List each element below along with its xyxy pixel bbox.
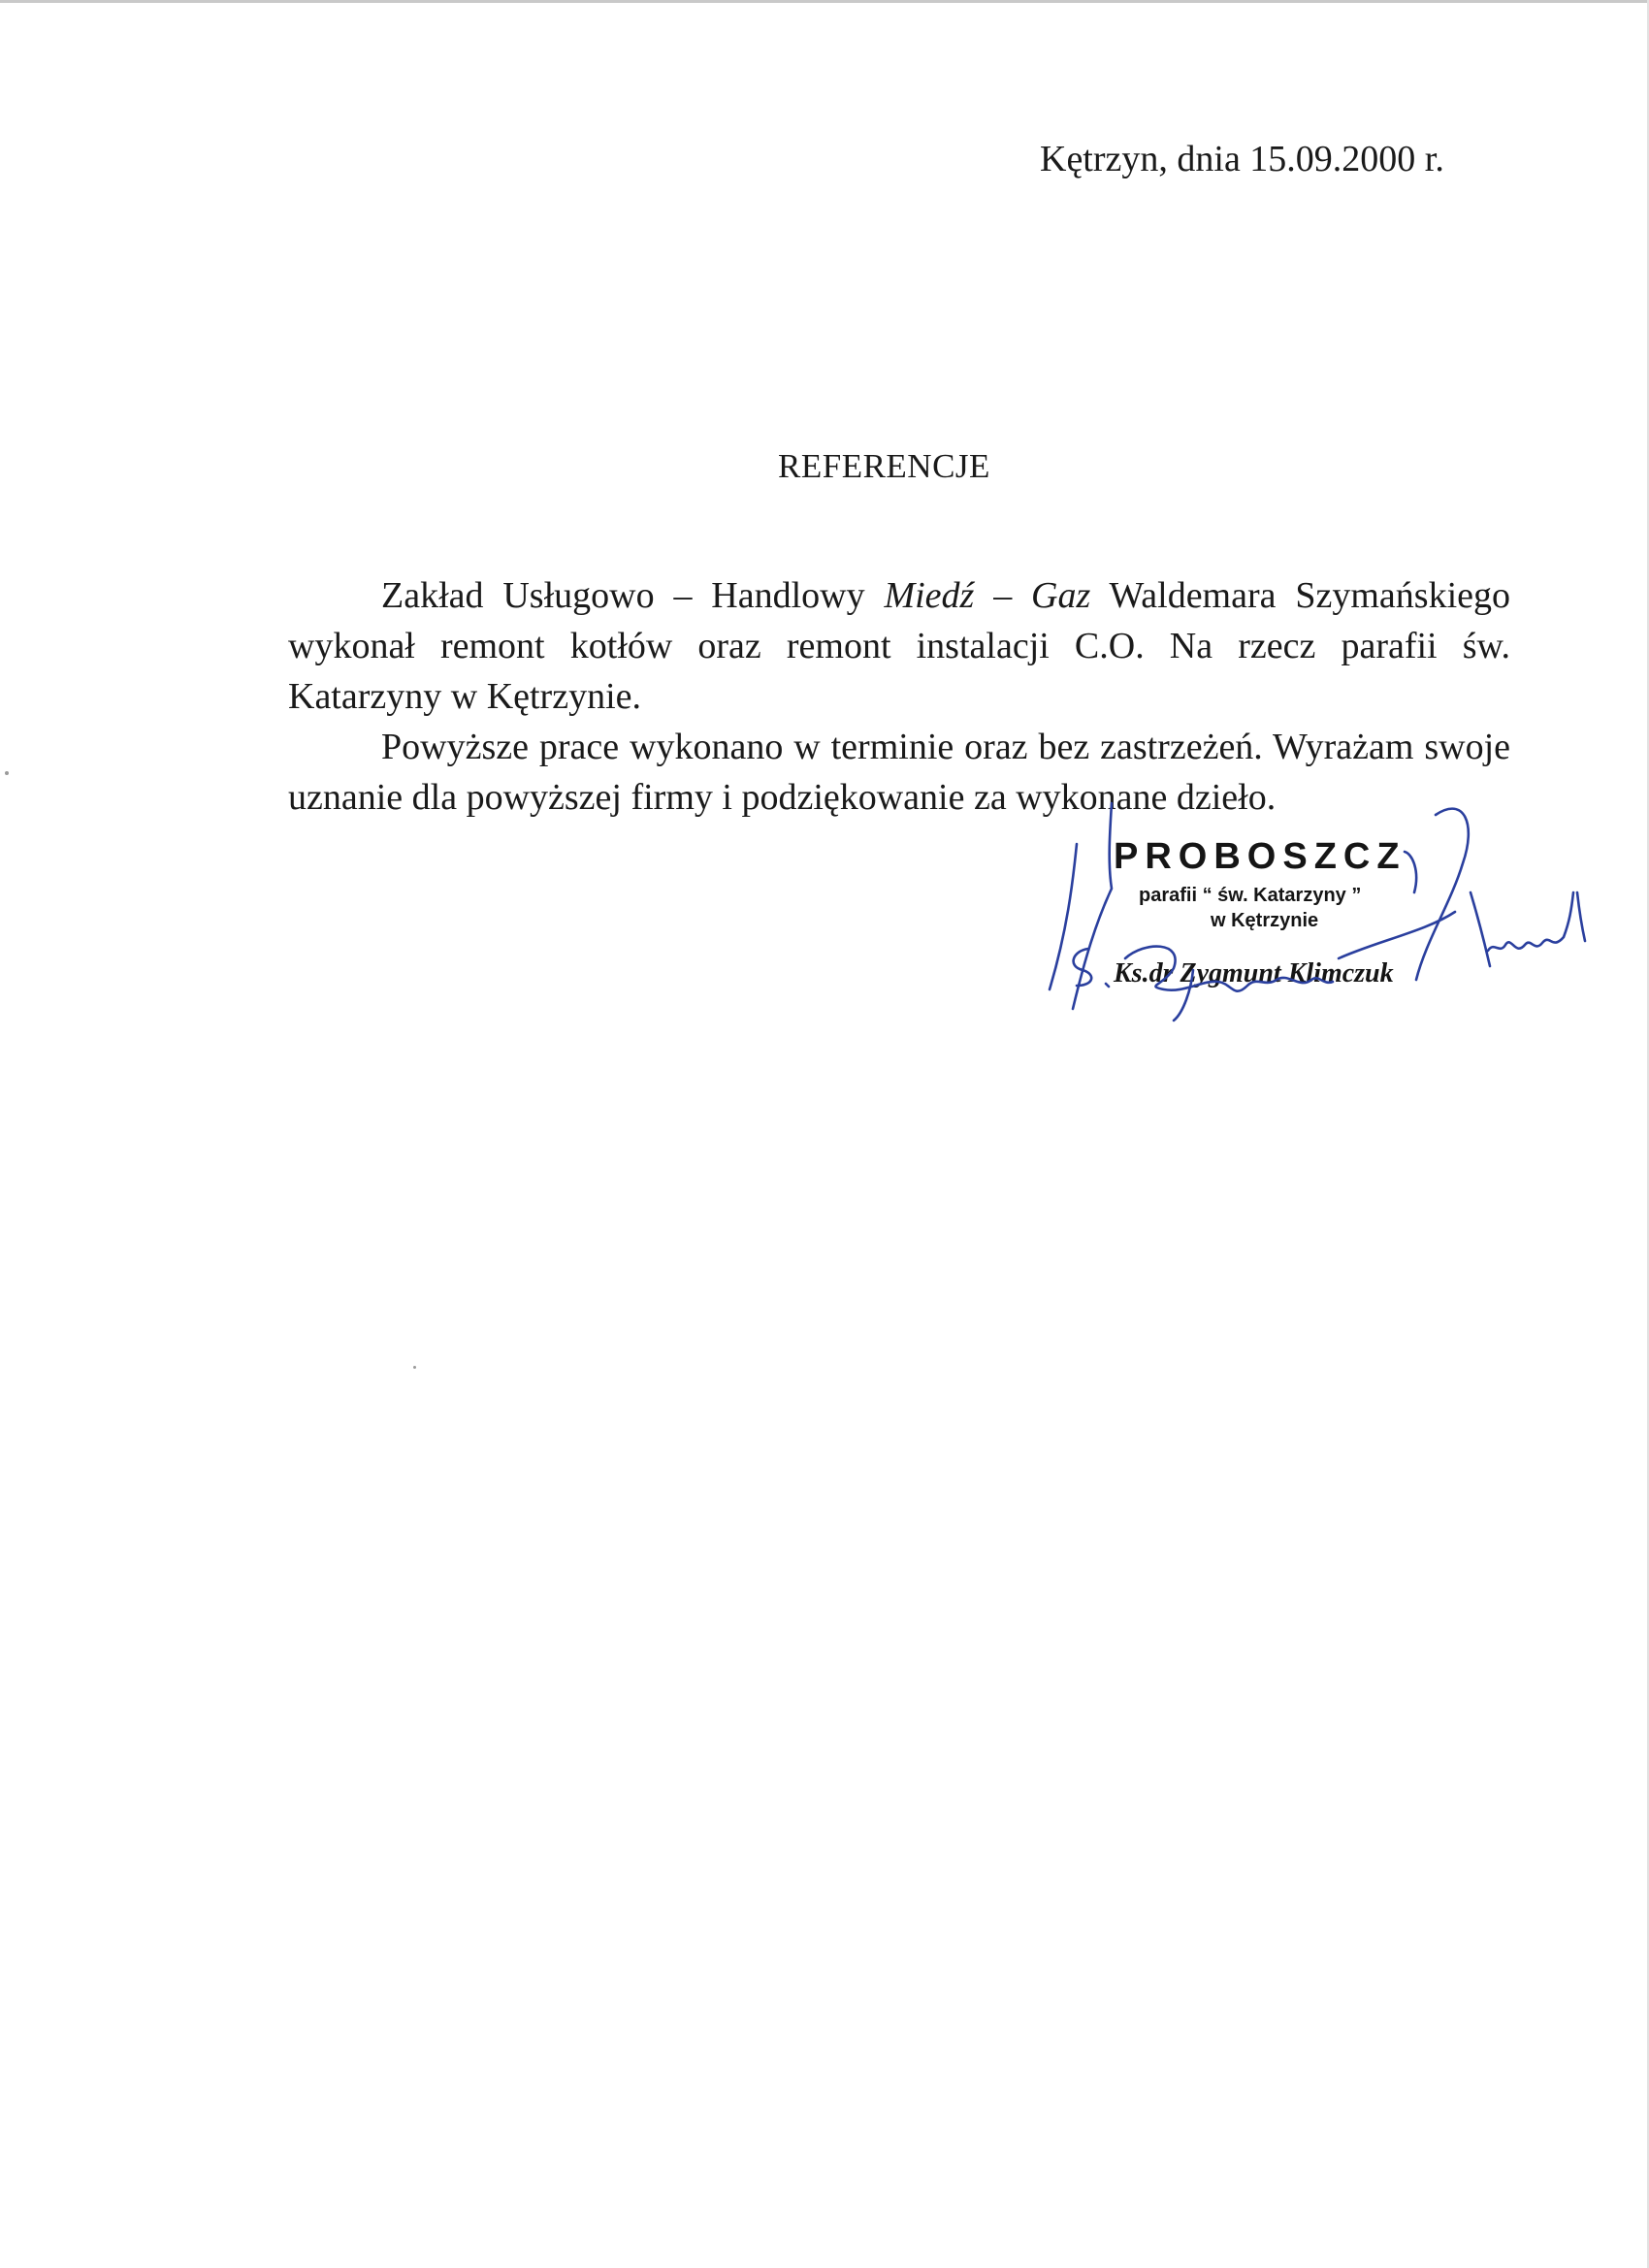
scan-speck	[5, 771, 9, 775]
signature-strokes	[1050, 803, 1585, 1021]
stamp-priest-name: Ks.dr Zygmunt Klimczuk	[1114, 958, 1394, 988]
signature-stroke	[1050, 844, 1077, 989]
body-paragraph-2: Powyższe prace wykonano w terminie oraz bez zastrzeżeń. Wyrażam swoje uznanie dla powyższej firmy i podziękowanie za wykonane dzieło.	[288, 727, 1510, 818]
letter-body	[288, 570, 1510, 823]
signature-stroke	[1405, 852, 1416, 892]
signature-stroke	[1339, 912, 1455, 958]
scan-edge-top	[0, 0, 1649, 3]
signature-stroke	[1106, 984, 1109, 987]
stamp-title: PROBOSZCZ	[1114, 836, 1406, 877]
body-p1-rest: Waldemara Szymańskiego wykonał remont kotłów oraz remont instalacji C.O. Na rzecz parafii św. Katarzyny w Kętrzynie.	[288, 575, 1510, 717]
signature-stroke	[1416, 809, 1469, 980]
stamp-parish-line: parafii “ św. Katarzyny ”	[1139, 885, 1362, 906]
signature-stroke	[1471, 892, 1490, 966]
stamp-town-line: w Kętrzynie	[1211, 910, 1319, 931]
body-p1-lead: Zakład Usługowo – Handlowy	[381, 575, 885, 616]
date-line: Kętrzyn, dnia 15.09.2000 r.	[1040, 139, 1444, 179]
document-title: REFERENCJE	[778, 447, 990, 485]
signature-stroke	[1577, 892, 1585, 941]
handwritten-signature	[1028, 795, 1600, 1028]
signature-stroke	[1125, 947, 1333, 991]
signature-stroke	[1174, 970, 1193, 1021]
signature-stroke	[1488, 892, 1573, 951]
body-paragraph-1	[288, 570, 1510, 722]
scan-speck	[413, 1366, 416, 1369]
firm-name: Miedź – Gaz	[884, 575, 1091, 616]
